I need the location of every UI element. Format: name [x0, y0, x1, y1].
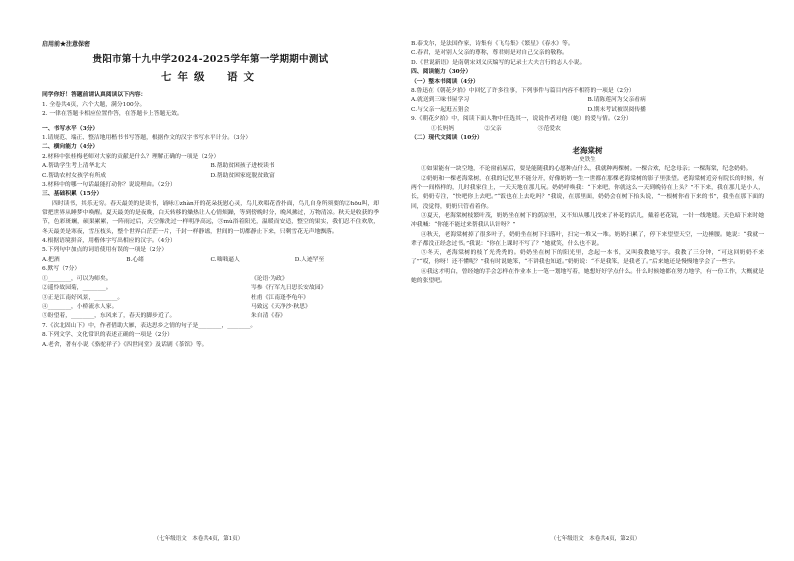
reading-passage: 四时读书，其乐无穷。春天最美的是读书，诵咏①zhàn开的花朵抚慰心灵，鸟儿欢唱花香扑面，鸟儿自身所须要的②hōu叫，却常把世界从睡梦中唤醒。夏天最美的是夜晚，白天转移的燥热让人心情烦躁，等到傍晚时分，晚风拂过，万物清凉。秋天是收获的季节，色彩斑斓，硕果累累，一阵雨过后，天空像洗过一样明净高远，③mù浴着阳光，温暖而安适，整空的果实，我们忍不住欢欣，冬天最美是寒夜，雪压枝头，整个世界白茫茫一片，千封一样静谧，世间的一切都静止下来，只剩雪花无声地飘落。: [42, 200, 379, 235]
choice-3: ③范爱农: [537, 125, 561, 132]
passage-paragraph: ②奶奶和一棵老海棠树，在我的记忆里不能分开，好像奶奶一生一世都在那棵老海棠树的影子里张望。老海棠树近旁有院长的时候，有两个一间格样的，儿时我家住上，一天天地在那儿玩。奶奶呼唤我：“下来吧，你就这么一天到晚待在上头？”不下来，我在那儿是小人，长，奶奶专注，“快吧你上去吧。”“饭也在上去吃吗？”我说，在那里面，奶奶会在树下抬头说，“一根树你看下来的书”，我坐在那下面的回，没觉得，奶奶只管看着你。: [411, 175, 764, 210]
option-row: [42, 172, 379, 181]
confidential-mark: 启用前★注意保密: [42, 41, 91, 48]
question-text: 3.材料中的哪一句话最能打动你？说说理由。（2分）: [42, 182, 176, 189]
dictation-line: [42, 303, 379, 312]
option-d: D.人迹罕至: [294, 256, 325, 263]
dictation-source: 《论语·为政》: [251, 275, 288, 282]
exam-page-2: [397, 0, 794, 561]
subsection-heading: （一）整本书阅读（4分）: [411, 78, 479, 85]
question-text: 9.《朝花夕拾》中，阅读下面人物中任选其一，说说作者对他（她）的爱与情。（2分）: [411, 116, 632, 123]
passage-paragraph: ①如果能有一块空地，不论窗前屋后，要是能随我的心愿种点什么，我就种两棵树。一棵合欢，纪念母亲；一棵海棠，纪念奶奶。: [421, 166, 752, 173]
dictation-line: [42, 284, 379, 293]
dictation-line: [42, 294, 379, 303]
option-row: [411, 125, 591, 134]
question-text: 2.材料中张桂梅老师对大家的贡献是什么？理解正确的一项是（2分）: [42, 153, 220, 160]
option-a: A.就送到三味书屋学习: [411, 97, 470, 104]
passage-paragraph: ⑥我这才明白，曾经她的手会怎样在作业本上一笔一划地写着，她想好好学点什么。什么时候她都在努力地学，有一份工作，大概就是她的张望吧。: [411, 268, 764, 285]
dictation-blank: ②遥怜故园菊，________。: [42, 285, 112, 292]
dictation-source: 杜甫《江南逢李龟年》: [251, 294, 309, 301]
question-text: 7.《次北固山下》中，作者借助大雁，表达思乡之情的句子是________，________。: [42, 322, 257, 329]
passage-paragraph: ④秋天，老海棠树掉了很多叶子，奶奶坐在树下扫落叶，扫完一堆又一堆。奶奶扫累了，停下来望望天空，一边捶腰。她说：“我就一辈子都没正经念过书。”我说：“你在上课时不写了？”她就笑，什么也不说。: [411, 231, 764, 247]
option-b: B.帮助贫困孩子进校读书: [210, 163, 275, 170]
dictation-blank: ③正是江南好风景，________。: [42, 294, 124, 301]
passage-paragraph: ③夏天，老海棠树枝繁叶茂，奶奶坐在树下的荫凉里，又不知从哪儿找来了补花的活儿，戴着老花镜，一针一线地缝。天色暗下来时她冲我喊：“你能不能过来帮我认认针呀？”: [411, 212, 764, 229]
section-heading: 一、书写水平（3分）: [42, 125, 99, 132]
choice-1: ①长妈妈: [431, 125, 455, 132]
dictation-blank: ④________，小桥流水人家。: [42, 303, 118, 310]
option-d: D.《世说新语》是南朝宋刘义庆编写的记录士大夫言行的志人小说。: [411, 59, 586, 66]
option-b: B.泰戈尔，是法国作家，诗集有《飞鸟集》《繁星》《春水》等。: [411, 41, 574, 47]
option-b: B.请陈莲河为父亲看病: [587, 97, 646, 104]
page-footer: （七年级语文 本卷共4页，第2页）: [550, 536, 641, 542]
dictation-blank: ①________，可以为师矣。: [42, 275, 112, 282]
notice-item: 1. 全卷共4页，六个大题，满分100分。: [42, 101, 146, 108]
option-a: A.帮助学生考上清华北大: [42, 163, 106, 170]
option-a: A.老舍，著有小说《骆驼祥子》《四世同堂》及话剧《茶馆》等。: [42, 341, 208, 348]
question-text: 8.鲁迅在《朝花夕拾》中回忆了许多往事，下列事件与篇目内容不相符的一项是（2分）: [411, 88, 635, 95]
exam-title: 贵阳市第十九中学2024-2025学年第一学期期中测试: [92, 54, 329, 66]
dictation-line: [42, 275, 379, 284]
question-text: 5.下列句中加点的词语使用有误的一项是（2分）: [42, 247, 168, 254]
question-text: 6.默写（7分）: [42, 266, 81, 273]
option-d: D.期末考试被误阅传播: [587, 106, 646, 113]
option-row: [42, 162, 379, 171]
section-heading: 二、横向能力（4分）: [42, 144, 99, 151]
section-heading: 三、基础积累（15分）: [42, 191, 103, 198]
option-b: B.心绪: [126, 256, 144, 263]
dictation-line: [42, 312, 379, 321]
dictation-blank: ⑤盼望着，________，东风来了，春天的脚步近了。: [42, 313, 176, 320]
option-d: D.帮助贫困家庭脱贫致富: [210, 172, 275, 179]
passage-paragraph: ⑤冬天，老海棠树的枝丫光秃秃的。奶奶坐在树下的阳光里，念起一本书，又叫我教她写字。我教了三分钟，“可这回奶奶不来了”“哎，你呀！还不懂呢？”我有时说她笨，“不讲我也知道。”奶奶说：“不是我笨，是我老了。”后来她还是慢慢地学会了一些字。: [411, 250, 764, 266]
notice-heading: 同学你好！答题前请认真阅读以下内容：: [42, 92, 147, 99]
option-c: C.春君，是对别人父亲的尊称，尊君则是对自己父亲的敬称。: [411, 50, 568, 57]
passage-author: 史铁生: [579, 157, 596, 164]
dictation-source: 岑参《行军九日思长安故园》: [251, 285, 327, 292]
subsection-heading: （二）现代文阅读（10分）: [411, 135, 483, 142]
option-c: C.与父亲一起逛五猖会: [411, 106, 470, 113]
option-c: C.帮助农村女孩学有所成: [42, 172, 107, 179]
question-text: 1.请规范、端正、整洁地用楷书书写答题，根据作文的汉字书写水平计分。（3分）: [42, 135, 252, 142]
option-a: A.把酒: [42, 256, 60, 263]
passage-title: 老海棠树: [572, 146, 603, 156]
option-row: [411, 96, 764, 105]
dictation-source: 马致远《天净沙·秋思》: [251, 303, 311, 310]
option-row: [42, 256, 379, 265]
notice-item: 2. 一律在答题卡相应位置作答，在答题卡上答题无效。: [42, 111, 183, 118]
choice-2: ②父亲: [484, 125, 502, 132]
page-footer: （七年级语文 本卷共4页，第1页）: [153, 536, 244, 542]
question-text: 8.下列文学、文化常识的表述正确的一项是（2分）: [42, 332, 173, 339]
section-heading: 四、阅读能力（30分）: [411, 69, 472, 76]
dictation-source: 朱自清《春》: [251, 313, 286, 320]
option-row: [411, 106, 764, 115]
exam-subtitle: 七年级 语文: [161, 71, 260, 84]
option-c: C.咄咄逼人: [210, 256, 240, 263]
question-text: 4.根据语境拼音，用楷体字写出相应的汉字。（4分）: [42, 238, 176, 245]
